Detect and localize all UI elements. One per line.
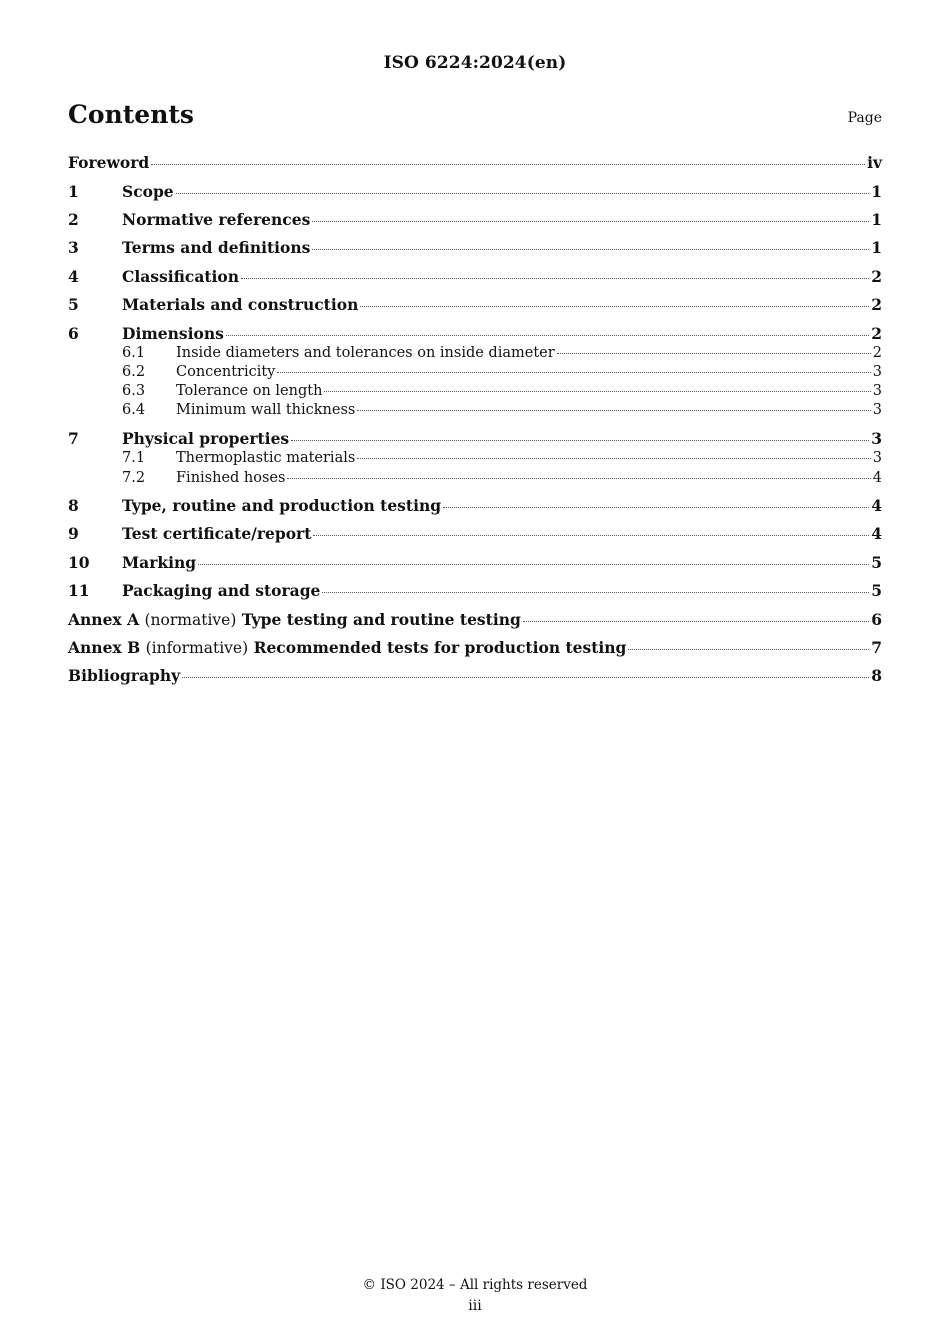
toc-entry-testing[interactable] xyxy=(68,496,882,518)
toc-entry-number: 6.2 xyxy=(122,364,146,380)
toc-entry-page: 8 xyxy=(871,666,882,685)
toc-entry-label: Bibliography xyxy=(68,666,181,685)
toc-entry-dimensions[interactable] xyxy=(68,324,882,346)
toc-entry-number: 2 xyxy=(68,210,79,229)
dot-leader xyxy=(628,649,869,650)
dot-leader xyxy=(322,592,869,593)
toc-entry-page: 5 xyxy=(871,553,882,572)
dot-leader xyxy=(198,564,869,565)
dot-leader xyxy=(176,193,870,194)
dot-leader xyxy=(277,372,870,373)
toc-entry-label: Minimum wall thickness xyxy=(176,402,356,418)
toc-entry-label: Test certificate/report xyxy=(122,524,312,543)
dot-leader xyxy=(312,249,869,250)
toc-entry-label xyxy=(68,610,521,629)
toc-entry-concentricity[interactable] xyxy=(68,364,882,383)
toc-entry-label: Materials and construction xyxy=(122,295,359,314)
dot-leader xyxy=(313,535,869,536)
toc-entry-label: Packaging and storage xyxy=(122,581,321,600)
dot-leader xyxy=(360,306,869,307)
toc-entry-page: 1 xyxy=(871,238,882,257)
toc-entry-page: 2 xyxy=(871,324,882,343)
toc-entry-inside-diameters[interactable] xyxy=(68,345,882,364)
document-id-header: ISO 6224:2024(en) xyxy=(383,53,567,73)
toc-entry-page: 3 xyxy=(872,383,882,399)
toc-entry-annex-b[interactable] xyxy=(68,638,882,660)
annex-title: Type testing and routine testing xyxy=(241,610,521,629)
toc-entry-number: 11 xyxy=(68,581,90,600)
dot-leader xyxy=(182,677,869,678)
toc-entry-minimum-wall-thickness[interactable] xyxy=(68,402,882,421)
toc-entry-page: 1 xyxy=(871,182,882,201)
toc-entry-number: 6 xyxy=(68,324,79,343)
toc-entry-normative-references[interactable] xyxy=(68,210,882,232)
toc-entry-number: 7 xyxy=(68,429,79,448)
toc-entry-label: Foreword xyxy=(68,153,150,172)
toc-entry-page: 4 xyxy=(871,496,882,515)
toc-entry-page: 3 xyxy=(872,402,882,418)
toc-entry-page: 5 xyxy=(871,581,882,600)
toc-entry-label: Classification xyxy=(122,267,240,286)
copyright-notice: © ISO 2024 – All rights reserved xyxy=(362,1277,588,1293)
toc-entry-classification[interactable] xyxy=(68,267,882,289)
toc-entry-number: 9 xyxy=(68,524,79,543)
toc-entry-number: 1 xyxy=(68,182,79,201)
toc-entry-number: 10 xyxy=(68,553,90,572)
toc-entry-materials-and-construction[interactable] xyxy=(68,295,882,317)
toc-entry-page: 2 xyxy=(871,295,882,314)
toc-entry-label: Concentricity xyxy=(176,364,276,380)
annex-qualifier: (informative) xyxy=(145,639,249,657)
toc-entry-label: Scope xyxy=(122,182,174,201)
toc-entry-page: 3 xyxy=(872,450,882,466)
annex-qualifier: (normative) xyxy=(144,611,237,629)
toc-entry-number: 7.1 xyxy=(122,450,146,466)
annex-title: Recommended tests for production testing xyxy=(253,638,627,657)
dot-leader xyxy=(291,440,869,441)
toc-entry-finished-hoses[interactable] xyxy=(68,470,882,489)
toc-entry-page: iv xyxy=(867,153,882,172)
toc-entry-scope[interactable] xyxy=(68,182,882,204)
dot-leader xyxy=(523,621,869,622)
dot-leader xyxy=(226,335,869,336)
toc-entry-annex-a[interactable] xyxy=(68,610,882,632)
toc-entry-foreword[interactable] xyxy=(68,153,882,175)
contents-title: Contents xyxy=(68,100,195,129)
toc-entry-label: Physical properties xyxy=(122,429,290,448)
toc-entry-thermoplastic-materials[interactable] xyxy=(68,450,882,469)
page-number: iii xyxy=(468,1298,482,1314)
toc-entry-label: Marking xyxy=(122,553,197,572)
toc-entry-packaging-and-storage[interactable] xyxy=(68,581,882,603)
toc-entry-label: Terms and definitions xyxy=(122,238,311,257)
toc-entry-number: 3 xyxy=(68,238,79,257)
toc-entry-page: 1 xyxy=(871,210,882,229)
dot-leader xyxy=(324,391,870,392)
dot-leader xyxy=(287,478,870,479)
annex-label: Annex A xyxy=(68,610,140,629)
toc-entry-tolerance-on-length[interactable] xyxy=(68,383,882,402)
toc-entry-label: Type, routine and production testing xyxy=(122,496,442,515)
toc-entry-page: 3 xyxy=(872,364,882,380)
toc-entry-number: 7.2 xyxy=(122,470,146,486)
toc-entry-label: Finished hoses xyxy=(176,470,286,486)
dot-leader xyxy=(357,410,870,411)
toc-entry-page: 3 xyxy=(871,429,882,448)
dot-leader xyxy=(241,278,869,279)
toc-entry-physical-properties[interactable] xyxy=(68,429,882,451)
dot-leader xyxy=(357,458,870,459)
toc-entry-page: 7 xyxy=(871,638,882,657)
page-column-label: Page xyxy=(847,110,882,126)
toc-entry-page: 2 xyxy=(872,345,882,361)
toc-entry-label xyxy=(68,638,626,657)
dot-leader xyxy=(312,221,869,222)
toc-entry-page: 4 xyxy=(871,524,882,543)
toc-entry-bibliography[interactable] xyxy=(68,666,882,688)
toc-entry-test-certificate[interactable] xyxy=(68,524,882,546)
dot-leader xyxy=(443,507,869,508)
toc-entry-page: 4 xyxy=(872,470,882,486)
toc-entry-number: 5 xyxy=(68,295,79,314)
toc-entry-number: 6.1 xyxy=(122,345,146,361)
toc-entry-label: Thermoplastic materials xyxy=(176,450,356,466)
toc-entry-label: Dimensions xyxy=(122,324,224,343)
toc-entry-page: 6 xyxy=(871,610,882,629)
toc-entry-label: Tolerance on length xyxy=(176,383,323,399)
toc-entry-terms-and-definitions[interactable] xyxy=(68,238,882,260)
toc-entry-marking[interactable] xyxy=(68,553,882,575)
toc-entry-number: 6.4 xyxy=(122,402,146,418)
toc-entry-number: 8 xyxy=(68,496,79,515)
annex-label: Annex B xyxy=(68,638,141,657)
toc-entry-label: Inside diameters and tolerances on inside diameter xyxy=(176,345,555,361)
toc-entry-page: 2 xyxy=(871,267,882,286)
toc-entry-number: 6.3 xyxy=(122,383,146,399)
toc-entry-number: 4 xyxy=(68,267,79,286)
dot-leader xyxy=(557,353,871,354)
toc-entry-label: Normative references xyxy=(122,210,311,229)
dot-leader xyxy=(151,164,865,165)
